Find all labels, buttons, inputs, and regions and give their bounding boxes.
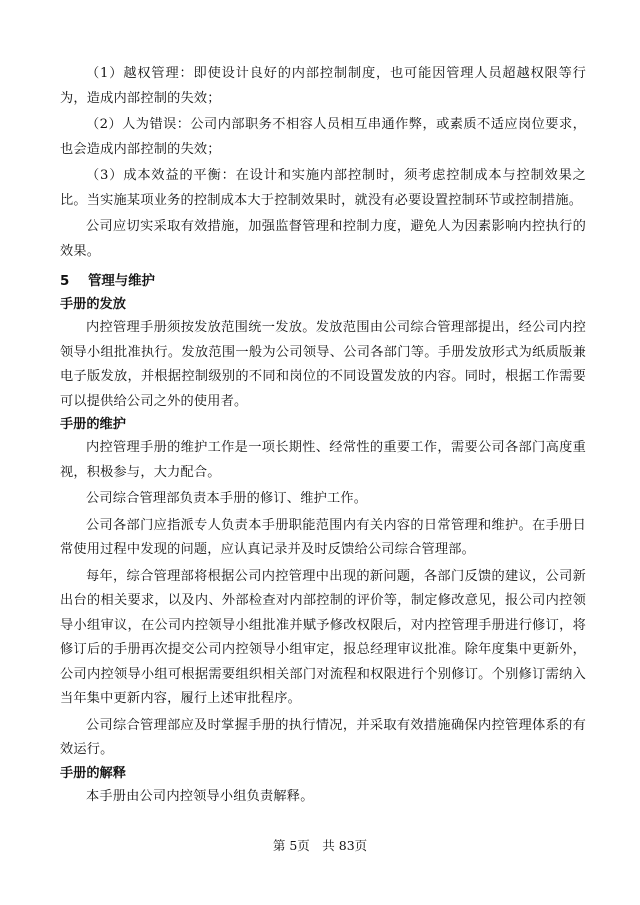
paragraph-maintenance-departments: 公司各部门应指派专人负责本手册职能范围内有关内容的日常管理和维护。在手册日常使用过程中发现的问题，应认真记录并及时反馈给公司综合管理部。 <box>60 517 586 557</box>
section-number: 5 <box>60 274 70 289</box>
paragraph-cost-benefit-limitation: （3）成本效益的平衡：在设计和实施内部控制时，须考虑控制成本与控制效果之比。当实施某项业务的控制成本大于控制效果时，就没有必要设置控制环节或控制措施。 <box>60 168 586 208</box>
paragraph-maintenance-annual-revision: 每年，综合管理部将根据公司内控管理中出现的新问题，各部门反馈的建议，公司新出台的相关要求，以及内、外部检查对内部控制的评价等，制定修改意见，报公司内控领导小组审议，在公司内控领导小组批准并赋予修改权限后，对内控管理手册进行修订，将修订后的手册再次提交公司内控领导小组审定，报总经理审议批准。除年度集中更新外，公司内控领导小组可根据需要组织相关部门对流程和权限进行个别修订。个别修订需纳入当年集中更新内容，履行上述审批程序。 <box>60 568 586 706</box>
paragraph-effective-measures: 公司应切实采取有效措施，加强监督管理和控制力度，避免人为因素影响内控执行的效果。 <box>60 219 586 259</box>
subheading-maintenance: 手册的维护 <box>60 417 126 432</box>
document-page <box>60 62 586 809</box>
paragraph-maintenance-importance: 内控管理手册的维护工作是一项长期性、经常性的重要工作，需要公司各部门高度重视，积极参与，大力配合。 <box>60 440 586 480</box>
page-footer: 第 5页 共 83页 <box>272 838 368 853</box>
section-heading <box>60 270 586 294</box>
paragraph-maintenance-execution: 公司综合管理部应及时掌握手册的执行情况，并采取有效措施确保内控管理体系的有效运行。 <box>60 717 586 757</box>
paragraph-human-error-limitation: （2）人为错误：公司内部职务不相容人员相互串通作弊，或素质不适应岗位要求，也会造成内部控制的失效； <box>60 117 586 157</box>
paragraph-override-limitation: （1）越权管理：即使设计良好的内部控制制度，也可能因管理人员超越权限等行为，造成内部控制的失效； <box>60 66 586 106</box>
subheading-distribution: 手册的发放 <box>60 297 126 312</box>
paragraph-maintenance-responsibility: 公司综合管理部负责本手册的修订、维护工作。 <box>86 491 368 506</box>
section-title: 管理与维护 <box>88 274 155 289</box>
subheading-interpretation: 手册的解释 <box>60 765 126 781</box>
paragraph-distribution: 内控管理手册须按发放范围统一发放。发放范围由公司综合管理部提出，经公司内控领导小组批准执行。发放范围一般为公司领导、公司各部门等。手册发放形式为纸质版兼电子版发放，并根据控制级别的不同和岗位的不同设置发放的内容。同时，根据工作需要可以提供给公司之外的使用者。 <box>60 320 586 409</box>
paragraph-interpretation: 本手册由公司内控领导小组负责解释。 <box>86 788 314 804</box>
